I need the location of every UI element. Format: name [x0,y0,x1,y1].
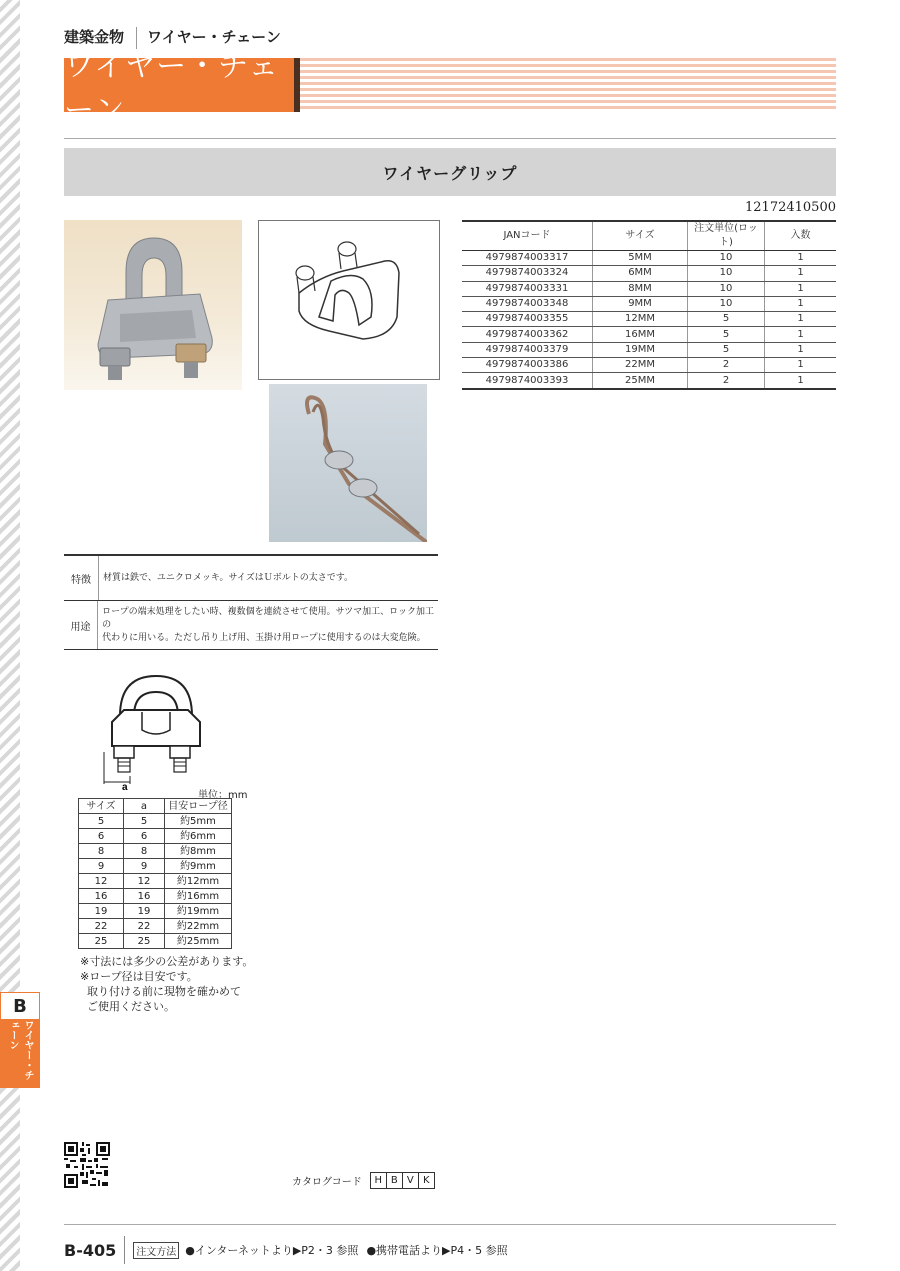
qr-code-icon[interactable] [64,1142,110,1188]
wire-grip-drawing-icon [259,221,439,379]
catalog-code-letter: B [387,1173,403,1188]
size: 8MM [593,281,688,296]
table-row [462,358,836,373]
jan-code-table [462,220,836,390]
rope-dia: 約5mm [165,814,232,829]
footer [64,1236,508,1264]
size: 9 [79,859,124,874]
jan-code: 4979874003362 [462,327,593,342]
qty: 1 [765,312,837,327]
rope-dia: 約25mm [165,934,232,949]
lot: 10 [688,266,765,281]
note-line: ※ロープ径は目安です。 [80,970,198,983]
size: 8 [79,844,124,859]
catalog-code-letter: K [423,1175,430,1186]
breadcrumb-category: 建築金物 [64,28,125,46]
wire-grip-photo-icon [64,220,242,390]
lot: 5 [688,327,765,342]
jan-header-code: JANコード [462,221,593,251]
use-label: 用途 [64,601,98,649]
table-row [79,919,232,934]
size: 22MM [593,358,688,373]
header-stripes [300,58,836,112]
a: 16 [124,889,165,904]
size: 19MM [593,342,688,357]
section-header [64,49,836,128]
note-line: ご使用ください。 [80,1000,175,1013]
table-row [462,373,836,389]
size-table-header [79,799,232,814]
qty: 1 [765,358,837,373]
table-row [79,829,232,844]
top-rule [64,138,836,139]
size: 6MM [593,266,688,281]
rope-dia: 約22mm [165,919,232,934]
qty: 1 [765,281,837,296]
dimension-a-label: a [122,782,128,790]
size: 12MM [593,312,688,327]
size-header: サイズ [79,799,124,814]
table-row [462,342,836,357]
table-row [79,844,232,859]
catalog-code-letter: V [403,1173,419,1188]
jan-header-lot: 注文単位(ロット) [688,221,765,251]
jan-code: 4979874003348 [462,296,593,311]
jan-code: 4979874003331 [462,281,593,296]
table-row [462,266,836,281]
size: 25MM [593,373,688,389]
product-line-drawing [258,220,440,380]
qty: 1 [765,373,837,389]
size: 25 [79,934,124,949]
side-tab-label: ワイヤー・チェーン [0,1020,40,1088]
size-table [78,798,232,949]
product-code: 12172410500 [745,200,836,215]
catalog-code-letter: H [371,1173,387,1188]
size: 5 [79,814,124,829]
table-row [79,934,232,949]
table-row [462,281,836,296]
feature-row [64,554,438,601]
size: 6 [79,829,124,844]
jan-header-qty: 入数 [765,221,837,251]
a-header: a [124,799,165,814]
table-row [462,327,836,342]
size: 16 [79,889,124,904]
jan-code: 4979874003393 [462,373,593,389]
breadcrumb-subcategory: ワイヤー・チェーン [147,28,281,46]
qty: 1 [765,342,837,357]
rope-dia: 約6mm [165,829,232,844]
size: 12 [79,874,124,889]
usage-photo [269,384,427,542]
qty: 1 [765,296,837,311]
use-row [64,601,438,650]
jan-code: 4979874003317 [462,251,593,266]
feature-box [64,554,438,650]
size: 22 [79,919,124,934]
side-tab-letter: B [0,992,40,1020]
lot: 2 [688,358,765,373]
a: 22 [124,919,165,934]
table-row [79,889,232,904]
lot: 5 [688,312,765,327]
internet-order-link[interactable]: ●インターネットより▶P2・3 参照 [185,1244,359,1257]
table-row [462,251,836,266]
jan-header-size: サイズ [593,221,688,251]
lot: 2 [688,373,765,389]
jan-code: 4979874003386 [462,358,593,373]
note-line: ※寸法には多少の公差があります。 [80,955,254,968]
a: 6 [124,829,165,844]
dimension-diagram [100,672,250,790]
rope-dia: 約16mm [165,889,232,904]
use-text [98,601,438,649]
qty: 1 [765,327,837,342]
lot: 5 [688,342,765,357]
jan-code: 4979874003379 [462,342,593,357]
use-text-line-1: ロープの端末処理をしたい時、複数個を連続させて使用。サツマ加工、ロック加工の [102,606,434,630]
wire-grip-diagram-icon [100,672,250,790]
table-row [79,874,232,889]
notes [80,954,253,1014]
size: 16MM [593,327,688,342]
footer-divider [124,1236,125,1264]
side-index-tab [0,992,40,1088]
note-line: 取り付ける前に現物を確かめて [80,985,241,998]
catalog-code-boxes [370,1172,435,1189]
a: 9 [124,859,165,874]
catalog-label: カタログコード [292,1177,362,1188]
lot: 10 [688,296,765,311]
table-row [462,296,836,311]
size: 5MM [593,251,688,266]
a: 19 [124,904,165,919]
size: 9MM [593,296,688,311]
mobile-order-link[interactable]: ●携帯電話より▶P4・5 参照 [366,1244,508,1257]
product-photo [64,220,242,390]
a: 12 [124,874,165,889]
rope-dia: 約12mm [165,874,232,889]
feature-text: 材質は鉄で、ユニクロメッキ。サイズはＵボルトの太さです。 [103,572,354,583]
rope-dia: 約8mm [165,844,232,859]
unit-label: 単位：mm [198,790,248,801]
a: 8 [124,844,165,859]
a: 5 [124,814,165,829]
a: 25 [124,934,165,949]
section-title: ワイヤー・チェーン [64,58,294,112]
table-row [79,859,232,874]
jan-code: 4979874003324 [462,266,593,281]
wire-rope-usage-icon [269,384,427,542]
rope-header: 目安ロープ径 [165,799,232,814]
bottom-rule [64,1224,836,1225]
feature-label: 特徴 [64,556,99,600]
page-number: B-405 [64,1240,117,1260]
use-text-line-2: 代わりに用いる。ただし吊り上げ用、玉掛け用ロープに使用するのは大変危険。 [102,632,426,643]
jan-code: 4979874003355 [462,312,593,327]
qty: 1 [765,266,837,281]
lot: 10 [688,281,765,296]
catalog-code [292,1172,435,1189]
table-row [462,312,836,327]
table-row [79,904,232,919]
rope-dia: 約9mm [165,859,232,874]
rope-dia: 約19mm [165,904,232,919]
qty: 1 [765,251,837,266]
order-method-label: 注文方法 [133,1242,179,1259]
table-row [79,814,232,829]
jan-table-header [462,221,836,251]
size: 19 [79,904,124,919]
lot: 10 [688,251,765,266]
product-title: ワイヤーグリップ [64,148,836,196]
